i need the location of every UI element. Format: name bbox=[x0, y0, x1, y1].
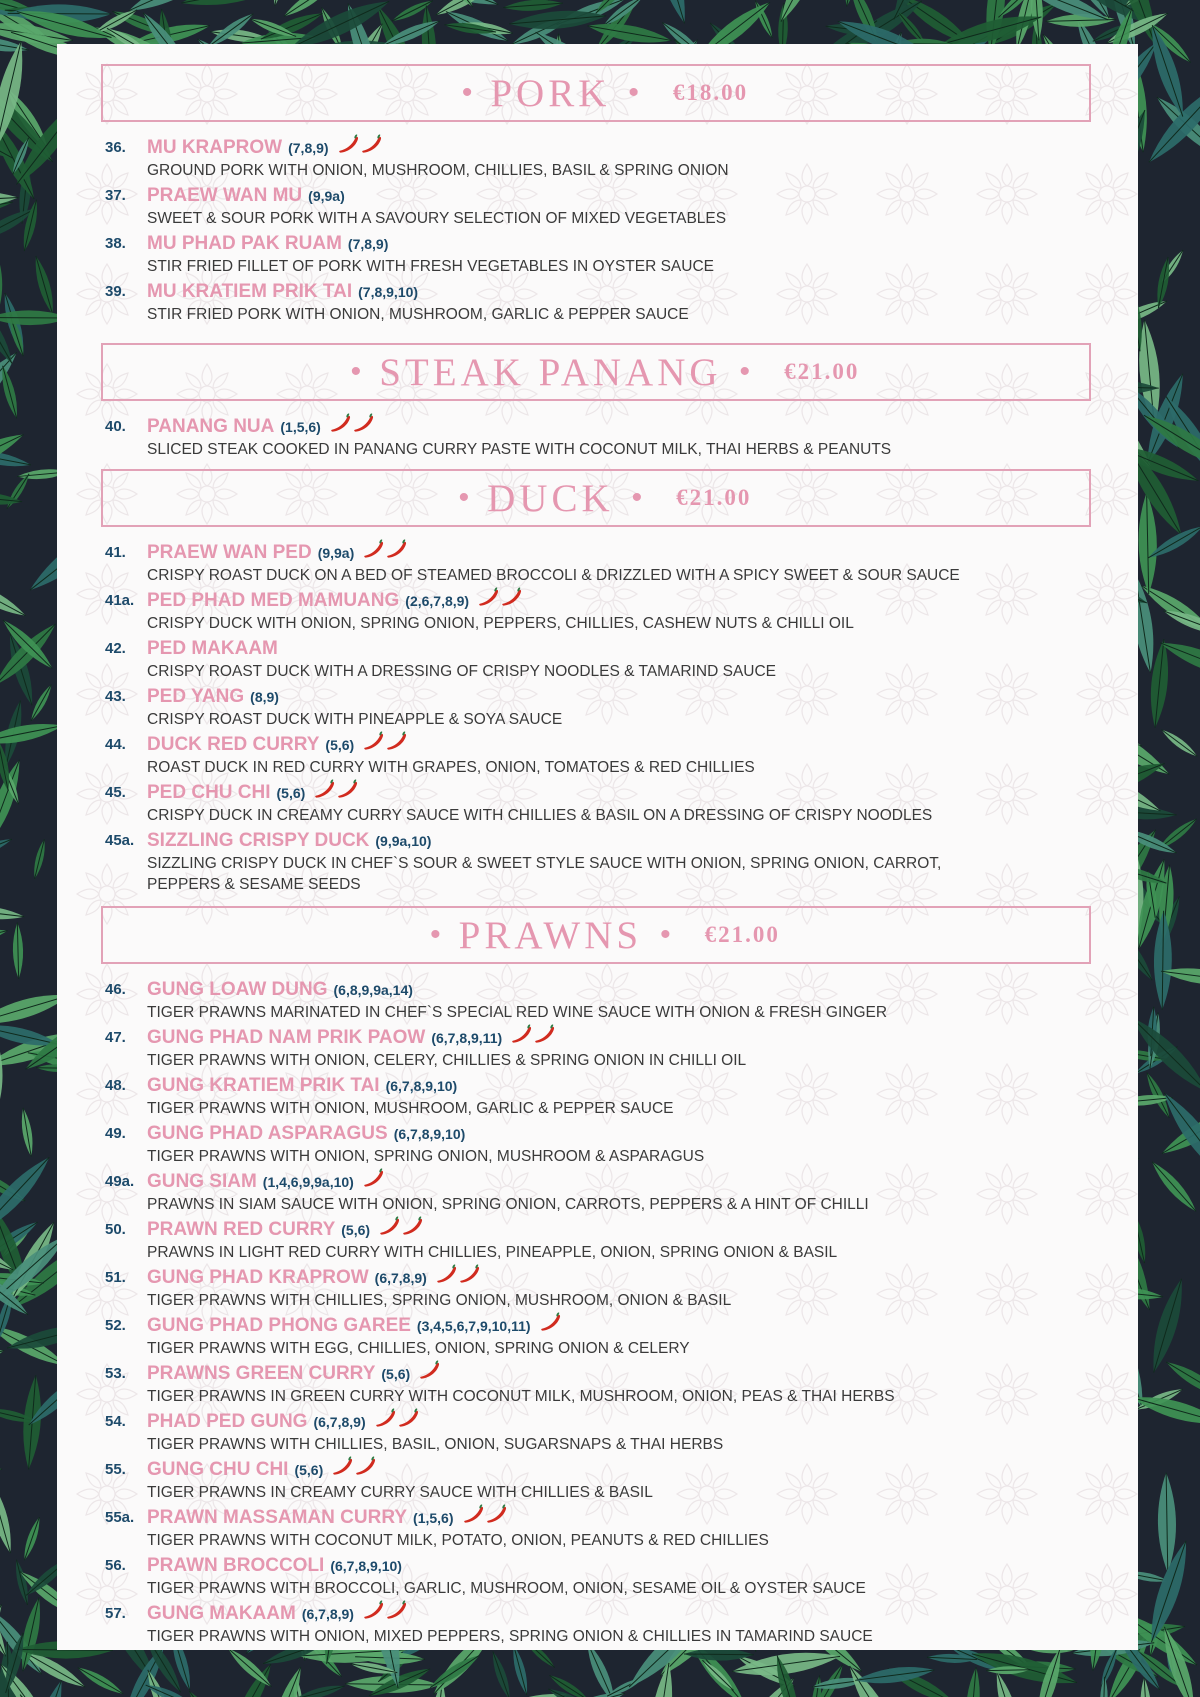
spice-level bbox=[362, 731, 408, 759]
item-description: TIGER PRAWNS WITH CHILLIES, BASIL, ONION, SUGARSNAPS & THAI HERBS bbox=[147, 1436, 724, 1453]
chilli-pepper-icon bbox=[533, 1024, 556, 1052]
item-number: 53. bbox=[105, 1365, 126, 1382]
item-number: 50. bbox=[105, 1221, 126, 1238]
item-number: 42. bbox=[105, 640, 126, 657]
item-name: GUNG CHU CHI bbox=[147, 1459, 289, 1480]
item-description: GROUND PORK WITH ONION, MUSHROOM, CHILLIES, BASIL & SPRING ONION bbox=[147, 162, 729, 179]
chilli-pepper-icon bbox=[313, 779, 336, 807]
item-allergens: (5,6) bbox=[325, 737, 355, 753]
item-allergens: (8,9) bbox=[250, 689, 279, 705]
menu-item bbox=[105, 415, 1105, 460]
item-allergens: (7,8,9,10) bbox=[358, 284, 419, 300]
bullet-dot: • bbox=[461, 76, 473, 109]
chilli-pepper-icon bbox=[477, 587, 500, 615]
item-name: PED CHU CHI bbox=[147, 782, 271, 803]
chilli-pepper-icon bbox=[385, 731, 408, 759]
item-description: TIGER PRAWNS WITH ONION, SPRING ONION, MUSHROOM & ASPARAGUS bbox=[147, 1148, 705, 1165]
item-number: 38. bbox=[105, 235, 126, 252]
item-description: TIGER PRAWNS WITH CHILLIES, SPRING ONION, MUSHROOM, ONION & BASIL bbox=[147, 1292, 732, 1309]
item-description: SWEET & SOUR PORK WITH A SAVOURY SELECTION OF MIXED VEGETABLES bbox=[147, 210, 727, 227]
item-allergens: (1,5,6) bbox=[280, 419, 321, 435]
spice-level bbox=[539, 1312, 562, 1340]
item-name: MU KRATIEM PRIK TAI bbox=[147, 281, 353, 302]
item-allergens: (9,9a) bbox=[308, 188, 345, 204]
item-name: PHAD PED GUNG bbox=[147, 1411, 308, 1432]
menu-item bbox=[105, 733, 1105, 778]
item-allergens: (6,7,8,9,11) bbox=[431, 1030, 503, 1046]
chilli-pepper-icon bbox=[362, 731, 385, 759]
item-description: STIR FRIED PORK WITH ONION, MUSHROOM, GARLIC & PEPPER SAUCE bbox=[147, 306, 689, 323]
chilli-pepper-icon bbox=[539, 1312, 562, 1340]
item-name: GUNG LOAW DUNG bbox=[147, 979, 328, 1000]
item-allergens: (7,8,9) bbox=[347, 236, 389, 252]
menu-item bbox=[105, 280, 1105, 325]
bullet-dot: • bbox=[458, 481, 470, 514]
chilli-pepper-icon bbox=[500, 587, 523, 615]
section-header-duck bbox=[101, 469, 1091, 527]
spice-level bbox=[462, 1504, 508, 1532]
bullet-dot: • bbox=[628, 76, 639, 109]
menu-item bbox=[105, 1026, 1105, 1071]
item-allergens: (9,9a,10) bbox=[375, 833, 432, 849]
item-name: PRAWNS GREEN CURRY bbox=[147, 1363, 376, 1384]
chilli-pepper-icon bbox=[378, 1216, 401, 1244]
item-allergens: (6,7,8,9,10) bbox=[385, 1078, 458, 1094]
item-number: 57. bbox=[105, 1605, 126, 1622]
item-number: 43. bbox=[105, 688, 126, 705]
item-number: 49a. bbox=[105, 1173, 135, 1190]
item-allergens: (6,7,8,9) bbox=[313, 1414, 366, 1430]
item-description: PEPPERS & SESAME SEEDS bbox=[147, 876, 361, 893]
chilli-pepper-icon bbox=[352, 413, 375, 441]
section-header-steak-panang bbox=[101, 343, 1091, 401]
menu-item bbox=[105, 829, 1105, 895]
item-allergens: (3,4,5,6,7,9,10,11) bbox=[416, 1318, 531, 1334]
menu-item bbox=[105, 1602, 1105, 1647]
item-number: 36. bbox=[105, 139, 126, 156]
spice-level bbox=[329, 413, 375, 441]
menu-page bbox=[57, 44, 1138, 1650]
menu-item bbox=[105, 1122, 1105, 1167]
item-description: CRISPY DUCK WITH ONION, SPRING ONION, PEPPERS, CHILLIES, CASHEW NUTS & CHILLI OIL bbox=[147, 615, 854, 632]
item-number: 54. bbox=[105, 1413, 126, 1430]
spice-level bbox=[362, 1600, 408, 1628]
menu-item bbox=[105, 541, 1105, 586]
item-allergens: (1,4,6,9,9a,10) bbox=[262, 1174, 354, 1190]
item-description: CRISPY ROAST DUCK WITH PINEAPPLE & SOYA SAUCE bbox=[147, 711, 563, 728]
menu-item bbox=[105, 136, 1105, 181]
item-name: PRAWN RED CURRY bbox=[147, 1219, 336, 1240]
item-description: PRAWNS IN SIAM SAUCE WITH ONION, SPRING ONION, CARROTS, PEPPERS & A HINT OF CHILLI bbox=[147, 1196, 869, 1213]
item-name: PRAWN BROCCOLI bbox=[147, 1555, 325, 1576]
bullet-dot: • bbox=[350, 355, 362, 388]
item-allergens: (7,8,9) bbox=[288, 140, 329, 156]
bullet-dot: • bbox=[660, 918, 671, 951]
bullet-dot: • bbox=[739, 355, 751, 388]
item-name: PED MAKAAM bbox=[147, 638, 278, 659]
chilli-pepper-icon bbox=[336, 779, 359, 807]
chilli-pepper-icon bbox=[329, 413, 352, 441]
bullet-dot: • bbox=[430, 918, 441, 951]
item-name: PED YANG bbox=[147, 686, 245, 707]
section-price: €18.00 bbox=[672, 80, 749, 105]
item-description: ROAST DUCK IN RED CURRY WITH GRAPES, ONION, TOMATOES & RED CHILLIES bbox=[147, 759, 755, 776]
chilli-pepper-icon bbox=[354, 1456, 377, 1484]
item-name: GUNG PHAD KRAPROW bbox=[147, 1267, 369, 1288]
item-name: GUNG PHAD PHONG GAREE bbox=[147, 1315, 411, 1336]
section-title: STEAK PANANG bbox=[379, 350, 722, 394]
spice-level bbox=[331, 1456, 377, 1484]
section-price: €21.00 bbox=[784, 359, 860, 384]
chilli-pepper-icon bbox=[362, 1168, 385, 1196]
menu-item bbox=[105, 232, 1105, 277]
item-number: 48. bbox=[105, 1077, 126, 1094]
menu-item bbox=[105, 1458, 1105, 1503]
item-number: 51. bbox=[105, 1269, 126, 1286]
item-allergens: (5,6) bbox=[381, 1366, 411, 1382]
item-description: PRAWNS IN LIGHT RED CURRY WITH CHILLIES, PINEAPPLE, ONION, SPRING ONION & BASIL bbox=[147, 1244, 838, 1261]
section-price: €21.00 bbox=[676, 485, 752, 510]
item-number: 41a. bbox=[105, 592, 135, 609]
menu-item bbox=[105, 1074, 1105, 1119]
spice-level bbox=[362, 539, 408, 567]
spice-level bbox=[374, 1408, 420, 1436]
item-description: STIR FRIED FILLET OF PORK WITH FRESH VEGETABLES IN OYSTER SAUCE bbox=[147, 258, 714, 275]
item-name: GUNG PHAD NAM PRIK PAOW bbox=[147, 1027, 426, 1048]
bullet-dot: • bbox=[631, 481, 643, 514]
item-name: PRAEW WAN PED bbox=[147, 542, 312, 563]
spice-level bbox=[313, 779, 359, 807]
item-name: MU PHAD PAK RUAM bbox=[147, 233, 342, 254]
item-allergens: (5,6) bbox=[276, 785, 306, 801]
item-number: 41. bbox=[105, 544, 126, 561]
item-number: 45. bbox=[105, 784, 126, 801]
chilli-pepper-icon bbox=[462, 1504, 485, 1532]
item-allergens: (6,7,8,9,10) bbox=[330, 1558, 402, 1574]
item-allergens: (6,7,8,9) bbox=[301, 1606, 354, 1622]
chilli-pepper-icon bbox=[385, 539, 408, 567]
menu-item bbox=[105, 637, 1105, 682]
item-name: PRAEW WAN MU bbox=[147, 185, 303, 206]
menu-item bbox=[105, 685, 1105, 730]
section-header-prawns bbox=[101, 906, 1091, 964]
item-allergens: (6,7,8,9,10) bbox=[393, 1126, 466, 1142]
chilli-pepper-icon bbox=[337, 134, 360, 162]
item-name: MU KRAPROW bbox=[147, 137, 283, 158]
chilli-pepper-icon bbox=[360, 134, 383, 162]
item-number: 37. bbox=[105, 187, 126, 204]
chilli-pepper-icon bbox=[331, 1456, 354, 1484]
spice-level bbox=[378, 1216, 424, 1244]
item-name: PRAWN MASSAMAN CURRY bbox=[147, 1507, 408, 1528]
chilli-pepper-icon bbox=[362, 539, 385, 567]
item-description: TIGER PRAWNS MARINATED IN CHEF`S SPECIAL RED WINE SAUCE WITH ONION & FRESH GINGER bbox=[147, 1004, 888, 1021]
chilli-pepper-icon bbox=[458, 1264, 481, 1292]
section-header-pork bbox=[101, 64, 1091, 122]
item-allergens: (6,7,8,9) bbox=[374, 1270, 427, 1286]
item-number: 55. bbox=[105, 1461, 126, 1478]
item-number: 55a. bbox=[105, 1509, 135, 1526]
item-name: PANANG NUA bbox=[147, 416, 275, 437]
item-number: 44. bbox=[105, 736, 126, 753]
spice-level bbox=[477, 587, 523, 615]
menu-item bbox=[105, 184, 1105, 229]
item-allergens: (5,6) bbox=[294, 1462, 324, 1478]
item-number: 47. bbox=[105, 1029, 126, 1046]
menu-item bbox=[105, 1170, 1105, 1215]
item-number: 40. bbox=[105, 418, 126, 435]
item-number: 52. bbox=[105, 1317, 126, 1334]
item-name: GUNG PHAD ASPARAGUS bbox=[147, 1123, 388, 1144]
spice-level bbox=[418, 1360, 441, 1388]
menu-item bbox=[105, 781, 1105, 826]
chilli-pepper-icon bbox=[397, 1408, 420, 1436]
spice-level bbox=[435, 1264, 481, 1292]
item-description: TIGER PRAWNS WITH ONION, MUSHROOM, GARLIC & PEPPER SAUCE bbox=[147, 1100, 674, 1117]
menu-item bbox=[105, 589, 1105, 634]
item-name: GUNG SIAM bbox=[147, 1171, 257, 1192]
chilli-pepper-icon bbox=[510, 1024, 533, 1052]
item-number: 56. bbox=[105, 1557, 126, 1574]
item-description: TIGER PRAWNS WITH BROCCOLI, GARLIC, MUSHROOM, ONION, SESAME OIL & OYSTER SAUCE bbox=[147, 1580, 866, 1597]
item-number: 49. bbox=[105, 1125, 126, 1142]
chilli-pepper-icon bbox=[385, 1600, 408, 1628]
item-description: TIGER PRAWNS WITH EGG, CHILLIES, ONION, SPRING ONION & CELERY bbox=[147, 1340, 690, 1357]
item-name: DUCK RED CURRY bbox=[147, 734, 320, 755]
item-name: GUNG KRATIEM PRIK TAI bbox=[147, 1075, 380, 1096]
menu-item bbox=[105, 1410, 1105, 1455]
menu-item bbox=[105, 1506, 1105, 1551]
chilli-pepper-icon bbox=[362, 1600, 385, 1628]
item-number: 39. bbox=[105, 283, 126, 300]
item-description: CRISPY ROAST DUCK ON A BED OF STEAMED BROCCOLI & DRIZZLED WITH A SPICY SWEET & SOUR SAUCE bbox=[147, 567, 960, 584]
item-allergens: (9,9a) bbox=[317, 545, 355, 561]
menu-item bbox=[105, 1266, 1105, 1311]
item-number: 46. bbox=[105, 981, 126, 998]
item-number: 45a. bbox=[105, 832, 135, 849]
item-description: CRISPY ROAST DUCK WITH A DRESSING OF CRISPY NOODLES & TAMARIND SAUCE bbox=[147, 663, 777, 680]
item-description: TIGER PRAWNS WITH COCONUT MILK, POTATO, ONION, PEANUTS & RED CHILLIES bbox=[147, 1532, 769, 1549]
menu-item bbox=[105, 978, 1105, 1023]
menu-content bbox=[57, 44, 1138, 1650]
item-description: TIGER PRAWNS IN GREEN CURRY WITH COCONUT MILK, MUSHROOM, ONION, PEAS & THAI HERBS bbox=[147, 1388, 895, 1405]
item-description: SIZZLING CRISPY DUCK IN CHEF`S SOUR & SWEET STYLE SAUCE WITH ONION, SPRING ONION, CARROT, bbox=[147, 855, 942, 872]
spice-level bbox=[510, 1024, 556, 1052]
item-name: SIZZLING CRISPY DUCK bbox=[147, 830, 370, 851]
item-description: TIGER PRAWNS WITH ONION, MIXED PEPPERS, SPRING ONION & CHILLIES IN TAMARIND SAUCE bbox=[147, 1628, 873, 1645]
item-allergens: (5,6) bbox=[341, 1222, 371, 1238]
item-description: SLICED STEAK COOKED IN PANANG CURRY PASTE WITH COCONUT MILK, THAI HERBS & PEANUTS bbox=[147, 441, 892, 458]
chilli-pepper-icon bbox=[401, 1216, 424, 1244]
section-title: PRAWNS bbox=[458, 913, 643, 957]
item-allergens: (1,5,6) bbox=[413, 1510, 454, 1526]
chilli-pepper-icon bbox=[435, 1264, 458, 1292]
item-allergens: (6,8,9,9a,14) bbox=[333, 982, 413, 998]
item-description: TIGER PRAWNS WITH ONION, CELERY, CHILLIES & SPRING ONION IN CHILLI OIL bbox=[147, 1052, 747, 1069]
item-name: PED PHAD MED MAMUANG bbox=[147, 590, 400, 611]
menu-item bbox=[105, 1314, 1105, 1359]
spice-level bbox=[362, 1168, 385, 1196]
menu-item bbox=[105, 1554, 1105, 1599]
section-title: PORK bbox=[490, 71, 611, 115]
chilli-pepper-icon bbox=[418, 1360, 441, 1388]
menu-item bbox=[105, 1218, 1105, 1263]
spice-level bbox=[337, 134, 383, 162]
item-description: TIGER PRAWNS IN CREAMY CURRY SAUCE WITH CHILLIES & BASIL bbox=[147, 1484, 653, 1501]
section-title: DUCK bbox=[487, 476, 614, 520]
chilli-pepper-icon bbox=[374, 1408, 397, 1436]
section-price: €21.00 bbox=[704, 922, 780, 947]
chilli-pepper-icon bbox=[485, 1504, 508, 1532]
item-allergens: (2,6,7,8,9) bbox=[405, 593, 470, 609]
item-description: CRISPY DUCK IN CREAMY CURRY SAUCE WITH CHILLIES & BASIL ON A DRESSING OF CRISPY NOODLES bbox=[147, 807, 933, 824]
menu-item bbox=[105, 1362, 1105, 1407]
item-name: GUNG MAKAAM bbox=[147, 1603, 296, 1624]
